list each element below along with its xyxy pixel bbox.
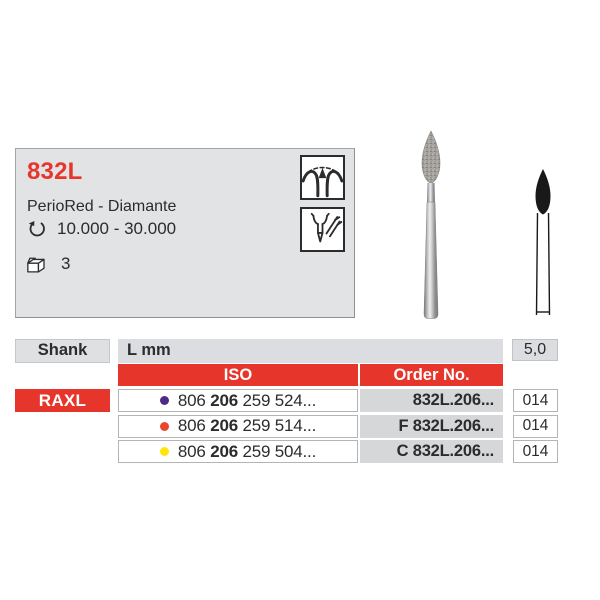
product-subtitle: PerioRed - Diamante [27, 198, 177, 215]
package-row [26, 254, 70, 274]
iso-number-cell [118, 389, 358, 412]
size-cell: 014 [513, 389, 558, 412]
order-no-cell: 832L.206... [360, 389, 503, 412]
shank-column-header: Shank [15, 339, 110, 363]
shank-type-badge: RAXL [15, 389, 110, 412]
iso-column-header: ISO [118, 364, 358, 386]
speed-range: 10.000 - 30.000 [57, 219, 177, 238]
package-quantity: 3 [61, 254, 71, 273]
iso-number: 806 206 259 524... [177, 390, 317, 410]
speed-row [27, 219, 176, 239]
order-no-column-header: Order No. [360, 364, 503, 386]
order-no-cell: F 832L.206... [360, 415, 503, 438]
iso-number-cell [118, 440, 358, 463]
grit-dot [160, 422, 169, 431]
size-cell: 014 [513, 440, 558, 463]
product-code: 832L [27, 158, 83, 185]
bur-photo [400, 129, 460, 321]
bur-usage-icon [300, 207, 345, 252]
grit-dot [160, 396, 169, 405]
package-icon [26, 255, 50, 274]
gingiva-application-icon [300, 155, 345, 200]
product-info-box [15, 148, 355, 318]
bur-outline-drawing [518, 168, 568, 320]
iso-number: 806 206 259 504... [177, 441, 317, 461]
size-cell: 014 [513, 415, 558, 438]
iso-number-cell [118, 415, 358, 438]
length-value: 5,0 [512, 339, 558, 361]
iso-number: 806 206 259 514... [177, 416, 317, 435]
rotation-speed-icon [27, 220, 46, 239]
grit-dot [160, 447, 169, 456]
length-column-header: L mm [118, 339, 503, 363]
order-no-cell: C 832L.206... [360, 440, 503, 463]
